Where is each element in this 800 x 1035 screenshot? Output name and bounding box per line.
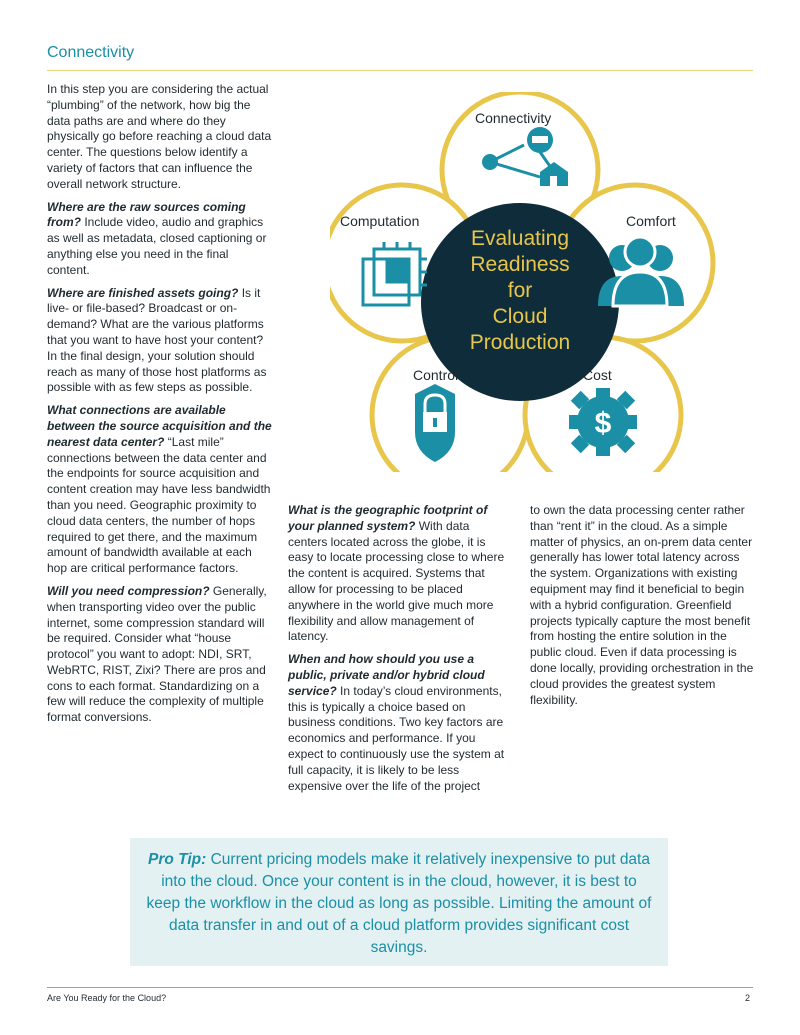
intro-paragraph: In this step you are considering the actual “plumbing” of the network, how big the data paths are and where do they physically go before reaching a cloud data center. The questions below identify a variety of factors that can influence the overall network structure.: [47, 82, 272, 191]
answer: In today’s cloud environments, this is typically a choice based on business conditions. Two key factors are economics and performance. If you expect to continuously use the system at full capacity, it is likely to be less expensive over the life of the project: [288, 683, 505, 793]
center-line: Readiness: [470, 253, 570, 276]
pro-tip-text: [130, 838, 668, 959]
petal-label-control: Control: [413, 367, 459, 383]
center-line: Production: [469, 331, 571, 354]
question: Where are the raw sources coming from?: [47, 199, 246, 230]
pro-tip-label: Pro Tip:: [148, 851, 207, 868]
question: What is the geographic footprint of your planned system?: [288, 503, 488, 533]
qa-raw-sources: [47, 200, 273, 279]
qa-compression: [47, 584, 273, 726]
footer-divider: [47, 987, 753, 988]
center-line: Cloud: [492, 305, 548, 328]
petal-label-cost: Cost: [583, 367, 612, 383]
readiness-diagram: [330, 92, 770, 472]
question: Will you need compression?: [47, 583, 210, 598]
lock-icon: [415, 384, 455, 462]
question: Where are finished assets going?: [47, 285, 239, 300]
center-title: [434, 226, 606, 356]
column-3: [530, 503, 755, 715]
gear-dollar-icon: [569, 388, 637, 456]
column-1: [47, 82, 273, 733]
petal-label-comfort: Comfort: [626, 213, 676, 229]
qa-connections: [47, 403, 273, 577]
answer: “Last mile” connections between the data center and the endpoints for source acquisition and content creation may have less bandwidth than you need. Geographic proximity to cloud data centers, the number of hops required to get there, and the maximum amount of bandwidth available at each hop are critical performance factors.: [47, 434, 271, 576]
center-line: Evaluating: [470, 227, 570, 250]
qa-geographic-footprint: [288, 503, 506, 645]
question: When and how should you use a public, private and/or hybrid cloud service?: [288, 652, 485, 698]
pro-tip-box: [130, 838, 668, 966]
column-2: [288, 503, 506, 801]
answer: Is it live- or file-based? Broadcast or on-demand? What are the various platforms that you want to have host your content? In the final design, your solution should reach as many of those host platforms as possible with as few steps as possible.: [47, 285, 267, 395]
petal-label-connectivity: Connectivity: [475, 110, 552, 126]
petal-label-computation: Computation: [340, 213, 420, 229]
answer: Include video, audio and graphics as well as metadata, closed captioning or anything else you need in the final content.: [47, 215, 267, 277]
svg-text:$: $: [594, 407, 612, 440]
question: What connections are available between the source acquisition and the nearest data center?: [47, 403, 272, 449]
page-number: 2: [745, 993, 751, 1003]
qa-finished-assets: [47, 286, 273, 397]
section-title: Connectivity: [47, 44, 135, 61]
pro-tip-body: Current pricing models make it relatively inexpensive to put data into the cloud. Once your content is in the cloud, however, it is best to keep the workflow in the cloud as long as possible. Limiting the amount of data transfer in and out of a cloud platform provides significant cost savings.: [146, 851, 652, 956]
answer: Generally, when transporting video over the public internet, some compression standard will be required. Consider what “house protocol” you want to adopt: NDI, SRT, WebRTC, RIST, Zixi? There are pros and cons to each format. Standardizing on a few will reduce the complexity of multiple format conversions.: [47, 583, 267, 725]
continuation-paragraph: to own the data processing center rather than “rent it” in the cloud. As a simple matter of physics, an on-prem data center generally has lower total latency across the system. Organizations with existing equipment may find it beneficial to begin with a hybrid configuration. Greenfield projects typically capture the most benefit from hosting the entire solution in the public cloud. Even if data processing is done locally, providing orchestration in the cloud provides the greatest system flexibility.: [530, 503, 754, 707]
center-line: for: [507, 279, 533, 302]
answer: With data centers located across the globe, it is easy to locate processing close to where the content is acquired. Systems that allow for processing to be placed anywhere in the world give much more flexibility and allow management of latency.: [288, 518, 505, 644]
qa-public-private-hybrid: [288, 652, 506, 794]
footer-document-title: Are You Ready for the Cloud?: [47, 993, 167, 1003]
title-divider: [47, 70, 753, 71]
